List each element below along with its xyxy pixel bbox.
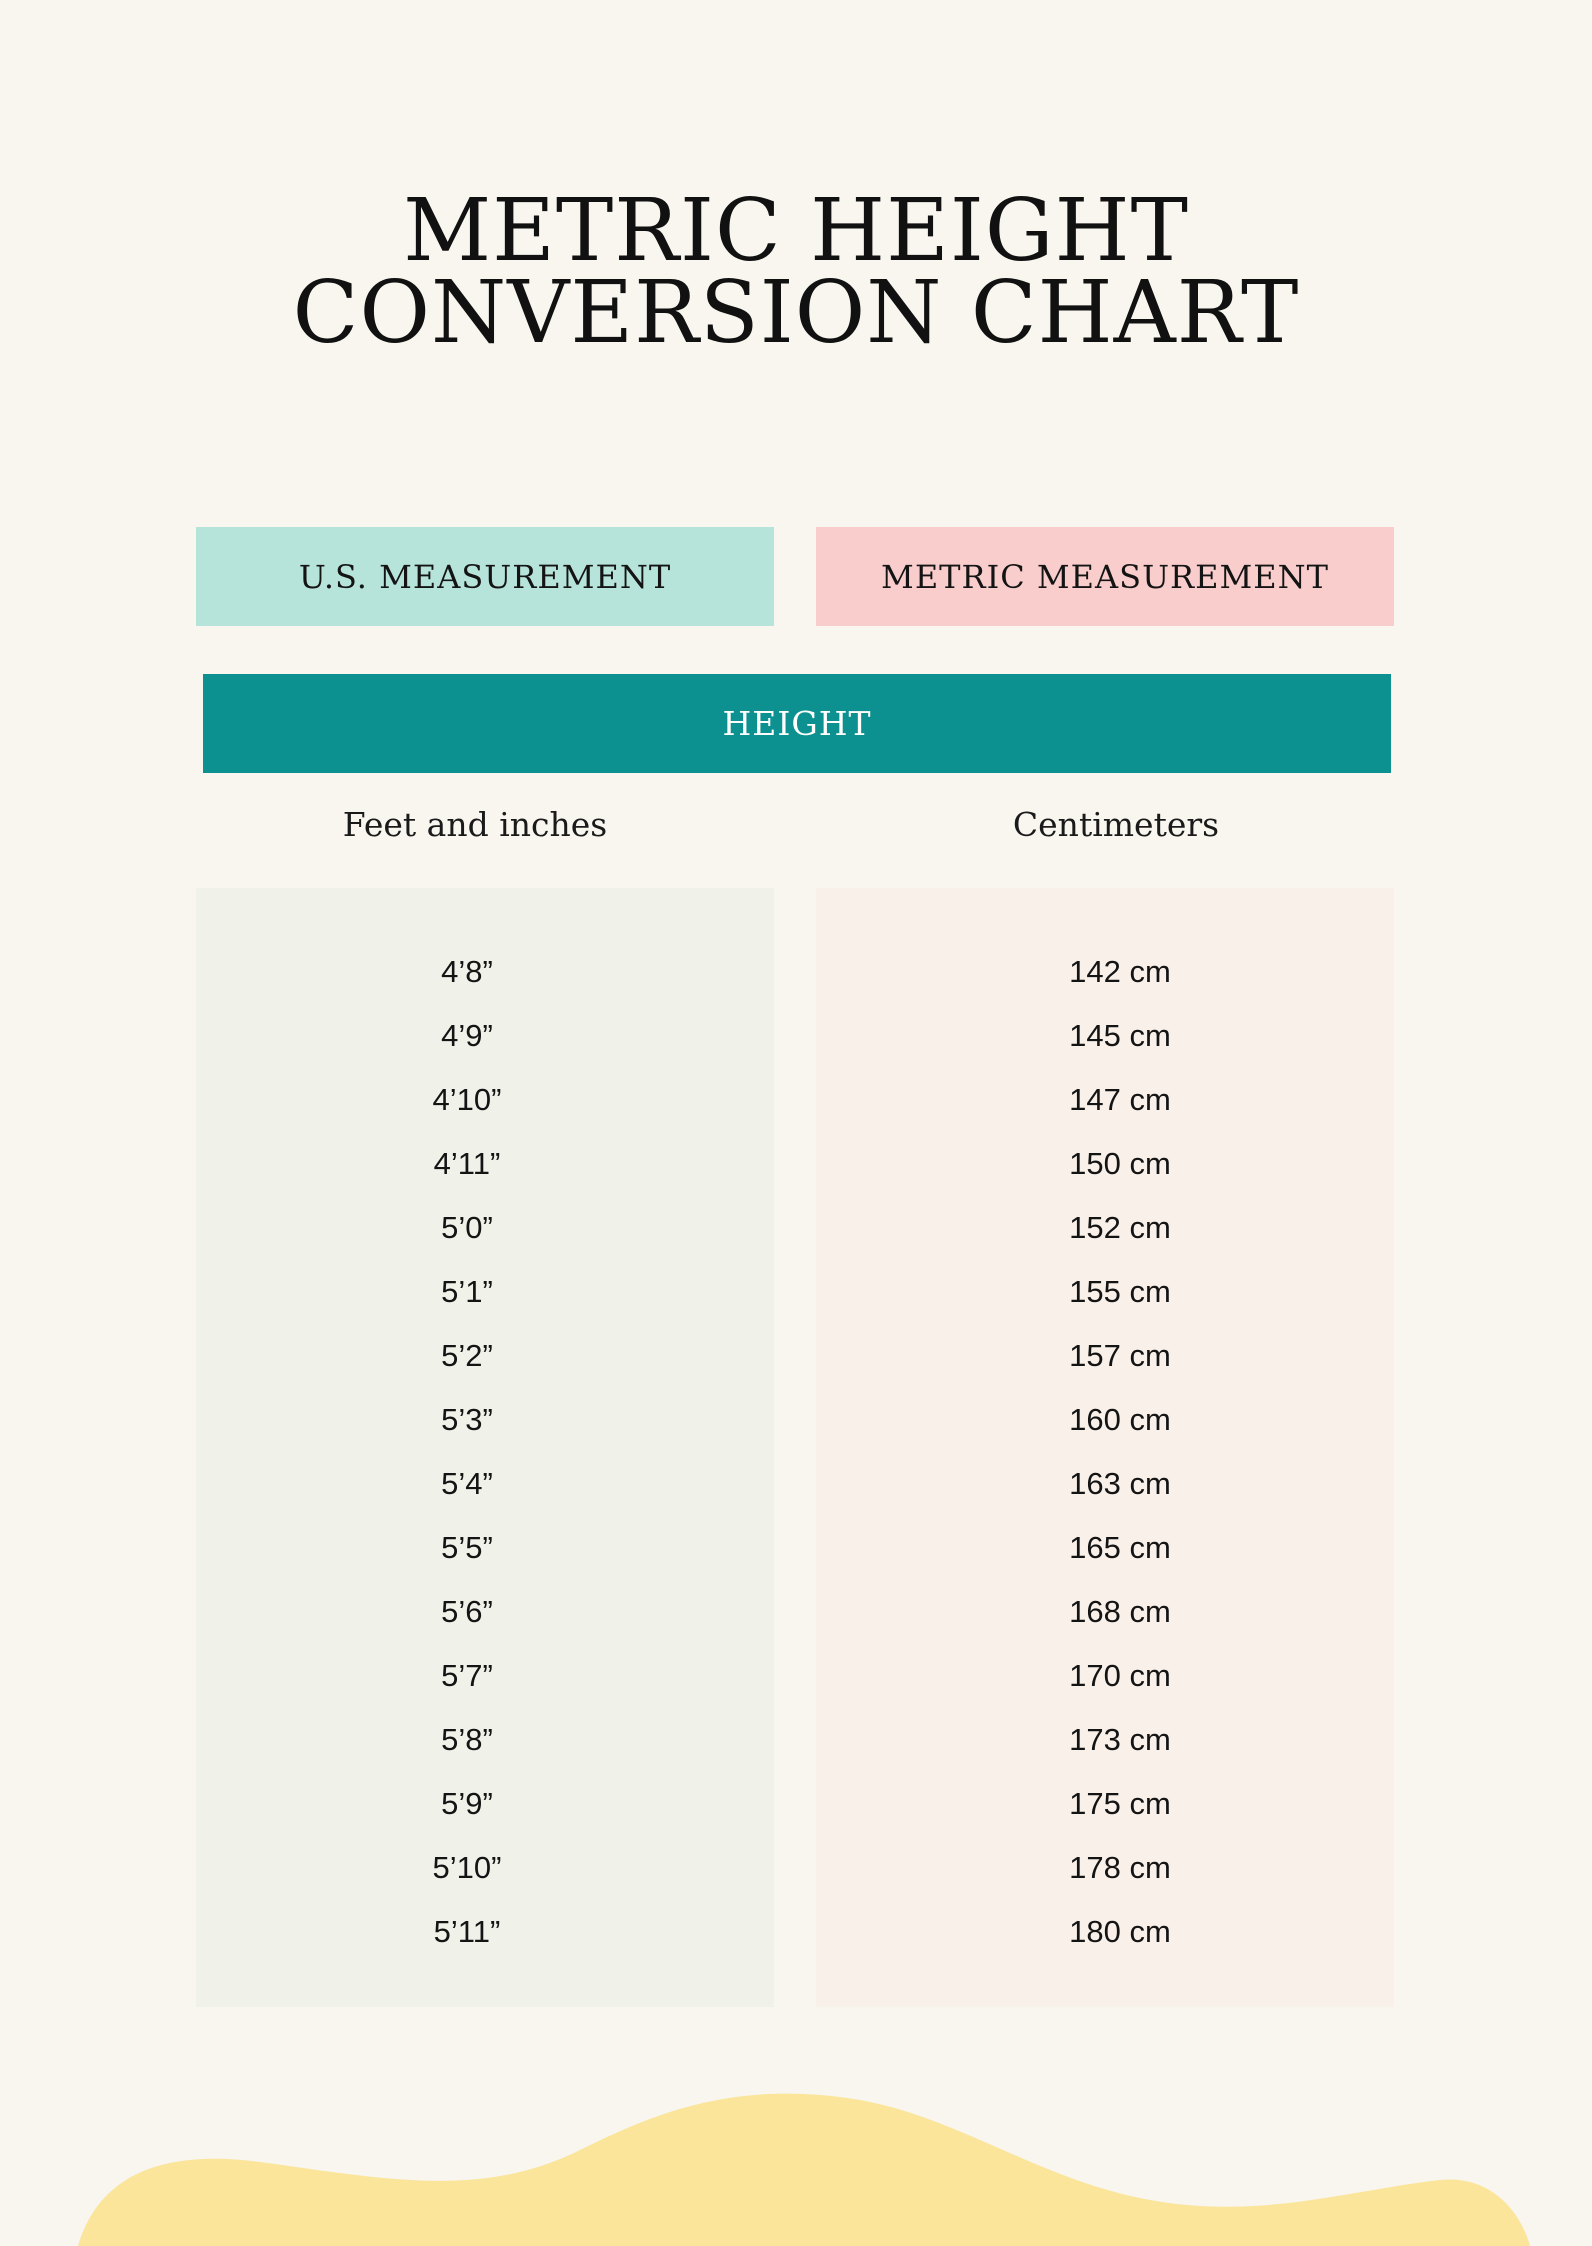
feet-inches-column-header: Feet and inches bbox=[342, 805, 608, 844]
us-value-row: 5’4” bbox=[441, 1466, 493, 1501]
us-value-row: 5’7” bbox=[441, 1658, 493, 1693]
metric-value-row: 145 cm bbox=[1069, 1018, 1171, 1053]
us-value-row: 4’8” bbox=[441, 954, 493, 989]
metric-value-row: 142 cm bbox=[1069, 954, 1171, 989]
us-value-row: 5’8” bbox=[441, 1722, 493, 1757]
us-value-row: 5’0” bbox=[441, 1210, 493, 1245]
metric-measurement-header: METRIC MEASUREMENT bbox=[816, 527, 1394, 626]
metric-value-row: 165 cm bbox=[1069, 1530, 1171, 1565]
us-value-row: 4’9” bbox=[441, 1018, 493, 1053]
metric-value-row: 157 cm bbox=[1069, 1338, 1171, 1373]
metric-value-row: 160 cm bbox=[1069, 1402, 1171, 1437]
us-value-row: 5’5” bbox=[441, 1530, 493, 1565]
us-value-row: 5’10” bbox=[432, 1850, 502, 1885]
us-value-row: 5’3” bbox=[441, 1402, 493, 1437]
metric-value-row: 180 cm bbox=[1069, 1914, 1171, 1949]
us-value-row: 4’10” bbox=[432, 1082, 502, 1117]
title-line-1: METRIC HEIGHT bbox=[403, 181, 1189, 281]
centimeters-column-header: Centimeters bbox=[1012, 805, 1220, 844]
metric-value-row: 163 cm bbox=[1069, 1466, 1171, 1501]
us-value-row: 4’11” bbox=[433, 1146, 501, 1181]
metric-value-row: 175 cm bbox=[1069, 1786, 1171, 1821]
metric-value-row: 178 cm bbox=[1069, 1850, 1171, 1885]
us-values-list bbox=[196, 940, 774, 1964]
metric-value-row: 155 cm bbox=[1069, 1274, 1171, 1309]
title-line-2: CONVERSION CHART bbox=[292, 263, 1300, 363]
us-values-panel bbox=[196, 888, 774, 2007]
metric-value-row: 152 cm bbox=[1069, 1210, 1171, 1245]
us-value-row: 5’6” bbox=[441, 1594, 493, 1629]
us-value-row: 5’9” bbox=[441, 1786, 493, 1821]
us-value-row: 5’11” bbox=[433, 1914, 501, 1949]
metric-value-row: 147 cm bbox=[1069, 1082, 1171, 1117]
us-value-row: 5’1” bbox=[441, 1274, 493, 1309]
us-value-row: 5’2” bbox=[441, 1338, 493, 1373]
metric-value-row: 168 cm bbox=[1069, 1594, 1171, 1629]
us-measurement-header: U.S. MEASUREMENT bbox=[196, 527, 774, 626]
metric-values-list bbox=[816, 940, 1394, 1964]
metric-value-row: 173 cm bbox=[1069, 1722, 1171, 1757]
height-section-bar: HEIGHT bbox=[203, 674, 1391, 773]
page-title bbox=[0, 181, 1592, 363]
metric-value-row: 170 cm bbox=[1069, 1658, 1171, 1693]
metric-values-panel bbox=[816, 888, 1394, 2007]
metric-value-row: 150 cm bbox=[1069, 1146, 1171, 1181]
